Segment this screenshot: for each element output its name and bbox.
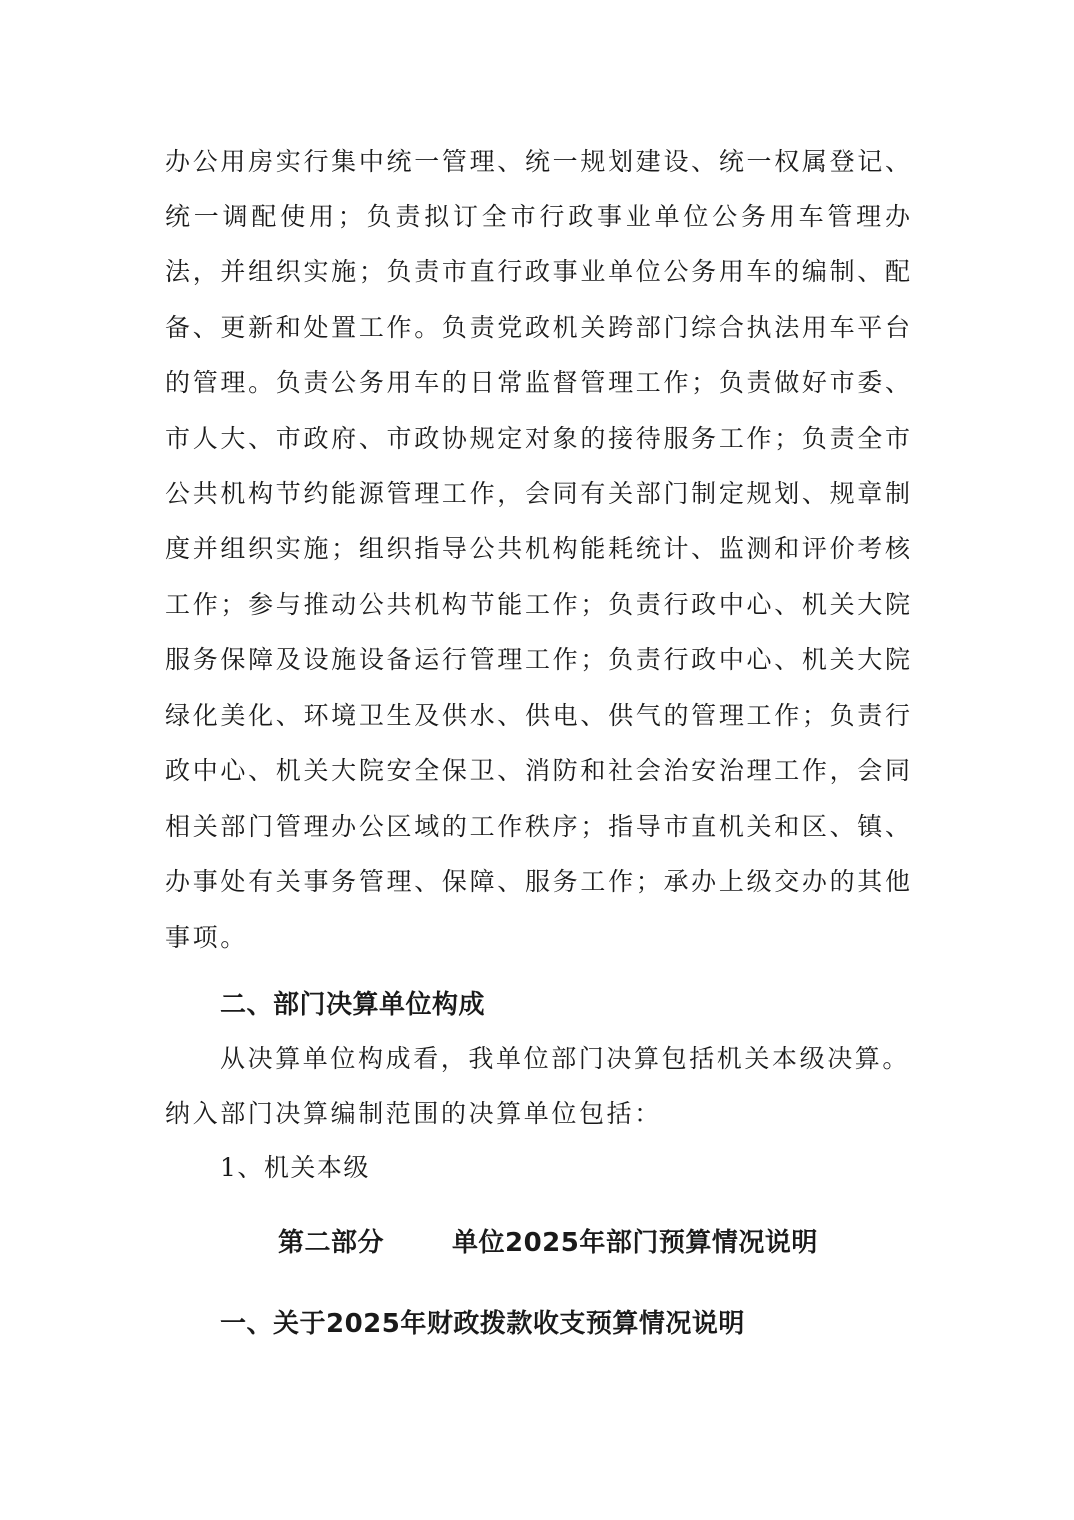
body-text-line: 事项。	[165, 923, 248, 952]
body-text-line: 统一调配使用；负责拟订全市行政事业单位公务用车管理办	[165, 202, 910, 231]
body-text-line: 的管理。负责公务用车的日常监督管理工作；负责做好市委、	[165, 368, 910, 397]
section-heading: 一、关于2025年财政拨款收支预算情况说明	[220, 1309, 745, 1339]
body-text-line: 绿化美化、环境卫生及供水、供电、供气的管理工作；负责行	[165, 701, 910, 730]
part-title-prefix: 第二部分	[278, 1228, 385, 1258]
body-text-line: 服务保障及设施设备运行管理工作；负责行政中心、机关大院	[165, 645, 910, 674]
paragraph-line: 从决算单位构成看，我单位部门决算包括机关本级决算。	[220, 1044, 911, 1073]
body-text-line: 备、更新和处置工作。负责党政机关跨部门综合执法用车平台	[165, 313, 910, 342]
body-text-line: 工作；参与推动公共机构节能工作；负责行政中心、机关大院	[165, 590, 910, 619]
body-text-line: 办公用房实行集中统一管理、统一规划建设、统一权属登记、	[165, 147, 910, 176]
part-title: 单位2025年部门预算情况说明	[452, 1228, 818, 1258]
body-text-line: 相关部门管理办公区域的工作秩序；指导市直机关和区、镇、	[165, 812, 910, 841]
paragraph-line: 纳入部门决算编制范围的决算单位包括：	[165, 1099, 662, 1128]
body-text-line: 公共机构节约能源管理工作，会同有关部门制定规划、规章制	[165, 479, 910, 508]
section-heading: 二、部门决算单位构成	[220, 990, 486, 1020]
body-text-line: 政中心、机关大院安全保卫、消防和社会治安治理工作，会同	[165, 756, 910, 785]
list-item: 1、机关本级	[220, 1153, 370, 1182]
body-text-line: 度并组织实施；组织指导公共机构能耗统计、监测和评价考核	[165, 534, 910, 563]
body-text-line: 办事处有关事务管理、保障、服务工作；承办上级交办的其他	[165, 867, 910, 896]
body-text-line: 法，并组织实施；负责市直行政事业单位公务用车的编制、配	[165, 257, 910, 286]
body-text-line: 市人大、市政府、市政协规定对象的接待服务工作；负责全市	[165, 424, 910, 453]
